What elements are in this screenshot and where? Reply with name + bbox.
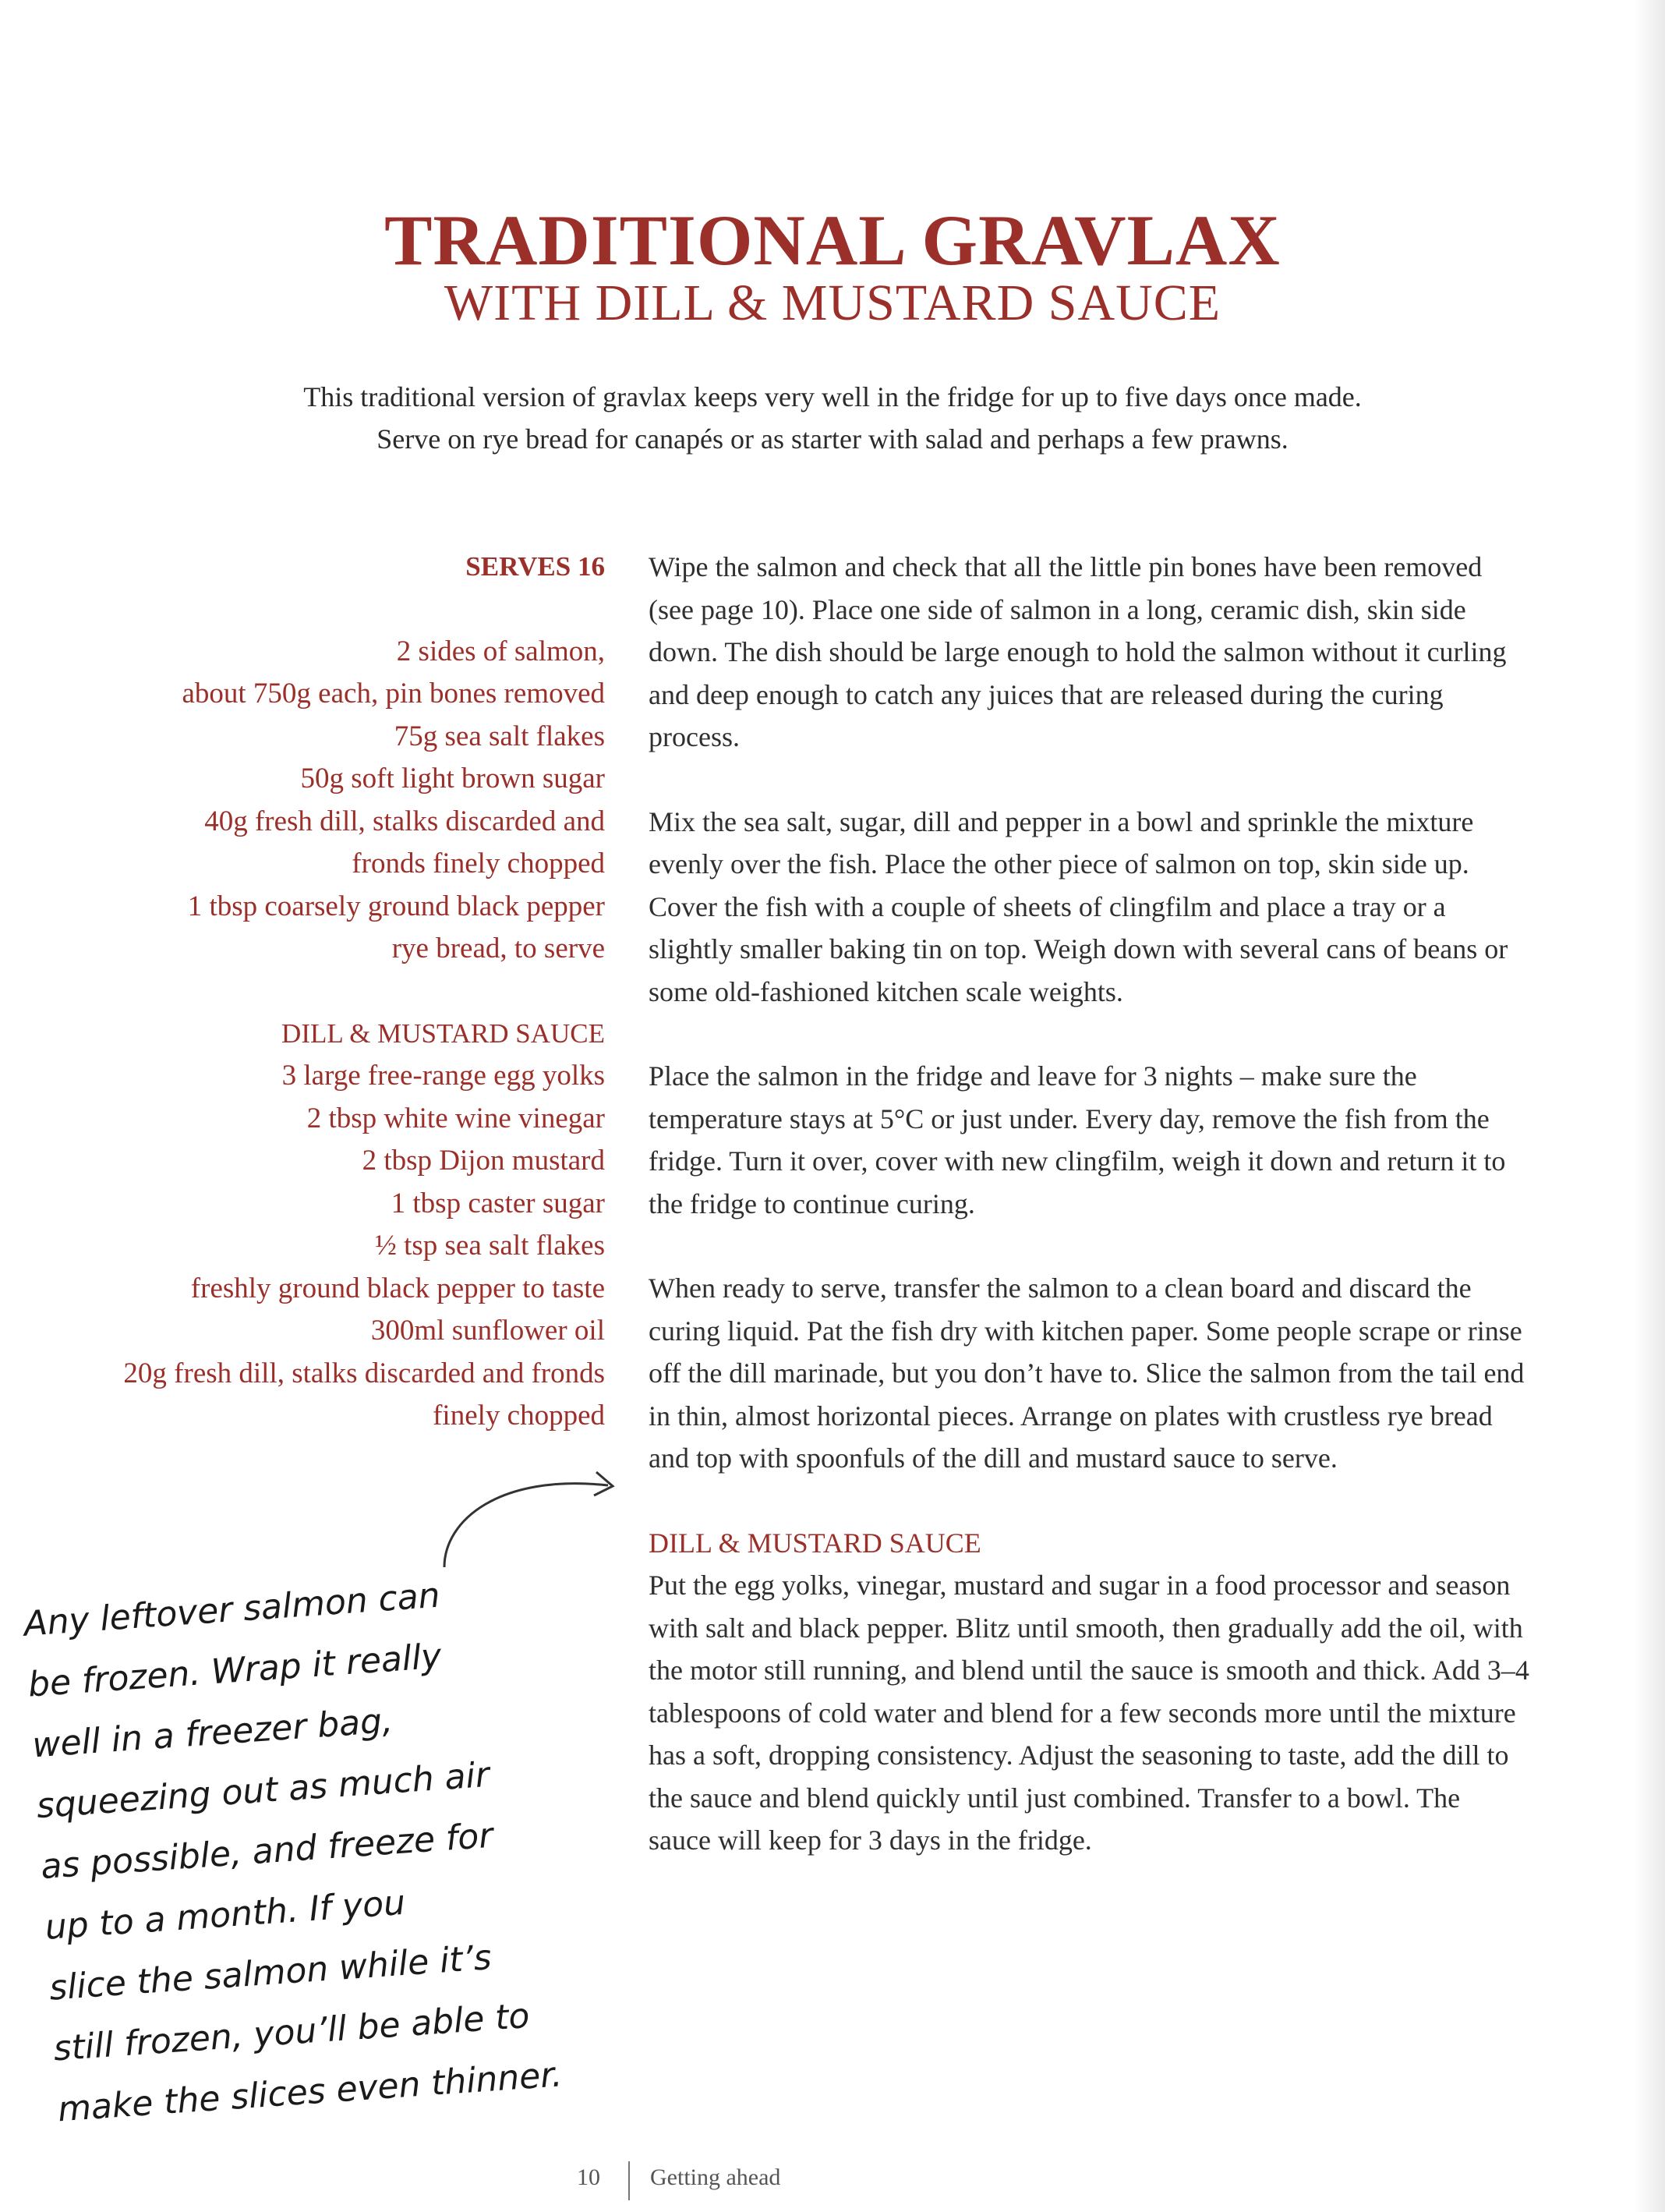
recipe-subtitle: WITH DILL & MUSTARD SAUCE	[444, 274, 1221, 331]
method-sauce-heading: DILL & MUSTARD SAUCE	[649, 1527, 981, 1559]
sauce-ingredient-line: ½ tsp sea salt flakes	[375, 1230, 605, 1262]
sauce-ingredient-line: 1 tbsp caster sugar	[391, 1187, 605, 1219]
note-line: Any leftover salmon can	[22, 1575, 442, 1644]
ingredient-line: about 750g each, pin bones removed	[182, 678, 605, 710]
ingredient-line: 2 sides of salmon,	[396, 635, 605, 667]
method-column	[649, 546, 1529, 1862]
sauce-ingredients-heading: DILL & MUSTARD SAUCE	[281, 1018, 605, 1049]
note-line: squeezing out as much air	[35, 1754, 491, 1827]
note-line: as possible, and freeze for	[39, 1815, 494, 1888]
sauce-ingredient-line: finely chopped	[433, 1400, 605, 1432]
sauce-ingredient-line: 3 large free-range egg yolks	[281, 1060, 605, 1092]
page-edge-shadow	[1634, 0, 1665, 2212]
footer-divider	[628, 2161, 630, 2200]
ingredient-line: 40g fresh dill, stalks discarded and	[204, 805, 605, 837]
section-name: Getting ahead	[650, 2164, 781, 2190]
sauce-ingredient-line: freshly ground black pepper to taste	[190, 1272, 605, 1304]
sauce-ingredient-line: 300ml sunflower oil	[370, 1315, 605, 1347]
sauce-ingredient-line: 2 tbsp Dijon mustard	[362, 1145, 605, 1177]
serves-heading: SERVES 16	[465, 551, 605, 582]
ingredient-line: 75g sea salt flakes	[394, 720, 605, 752]
note-line: still frozen, you’ll be able to	[51, 1995, 532, 2069]
handwritten-note	[22, 1553, 651, 2140]
ingredient-line: fronds finely chopped	[352, 848, 605, 879]
recipe-intro	[0, 376, 1665, 460]
sauce-ingredient-line: 2 tbsp white wine vinegar	[306, 1102, 605, 1134]
method-step: When ready to serve, transfer the salmon to a clean board and discard the curing liquid. Pat the fish dry with kitchen paper. Some people scrape or rinse off the dill marinade, but you don’t have to. Slice the salmon from the tail end in thin, almost horizontal pieces. Arrange on plates with crustless rye bread and top with spoonfuls of the dill and mustard sauce to serve.	[649, 1272, 1525, 1474]
page-footer	[0, 2161, 1665, 2208]
ingredient-line: 50g soft light brown sugar	[300, 763, 605, 795]
method-step: Mix the sea salt, sugar, dill and pepper in a bowl and sprinkle the mixture evenly over the fish. Place the other piece of salmon on top, skin side up. Cover the fish with a couple of sheets of clingfilm and place a tray or a slightly smaller baking tin on top. Weigh down with several cans of beans or some old-fashioned kitchen scale weights.	[649, 805, 1508, 1007]
note-line: well in a freezer bag,	[30, 1701, 394, 1766]
method-step: Wipe the salmon and check that all the little pin bones have been removed (see page 10). Place one side of salmon in a long, ceramic dish, skin side down. The dish should be large enough to hold the salmon without it curling and deep enough to catch any juices that are released during the curing process.	[649, 551, 1507, 752]
sauce-ingredient-line: 20g fresh dill, stalks discarded and fronds	[123, 1357, 605, 1389]
note-line: up to a month. If you	[44, 1882, 407, 1948]
recipe-title: TRADITIONAL GRAVLAX	[384, 200, 1281, 280]
ingredient-line: rye bread, to serve	[391, 933, 605, 964]
note-line: be frozen. Wrap it really	[27, 1636, 443, 1705]
page-number: 10	[577, 2164, 600, 2190]
note-line: slice the salmon while it’s	[48, 1938, 493, 2008]
intro-line: Serve on rye bread for canapés or as starter with salad and perhaps a few prawns.	[376, 423, 1289, 455]
ingredient-line: 1 tbsp coarsely ground black pepper	[187, 890, 605, 922]
method-sauce-text: Put the egg yolks, vinegar, mustard and sugar in a food processor and season with salt and black pepper. Blitz until smooth, then gradually add the oil, with the motor still running, and blend until the sauce is smooth and thick. Add 3–4 tablespoons of cold water and blend for a few seconds more until the mixture has a soft, dropping consistency. Adjust the seasoning to taste, add the dill to the sauce and blend quickly until just combined. Transfer to a bowl. The sauce will keep for 3 days in the fridge.	[649, 1570, 1529, 1856]
ingredients-column	[31, 546, 605, 1438]
note-line: make the slices even thinner.	[56, 2055, 564, 2130]
method-step: Place the salmon in the fridge and leave for 3 nights – make sure the temperature stays at 5°C or just under. Every day, remove the fish from the fridge. Turn it over, cover with new clingfilm, weigh it down and return it to the fridge to continue curing.	[649, 1060, 1506, 1219]
intro-line: This traditional version of gravlax keeps very well in the fridge for up to five days once made.	[303, 381, 1362, 412]
